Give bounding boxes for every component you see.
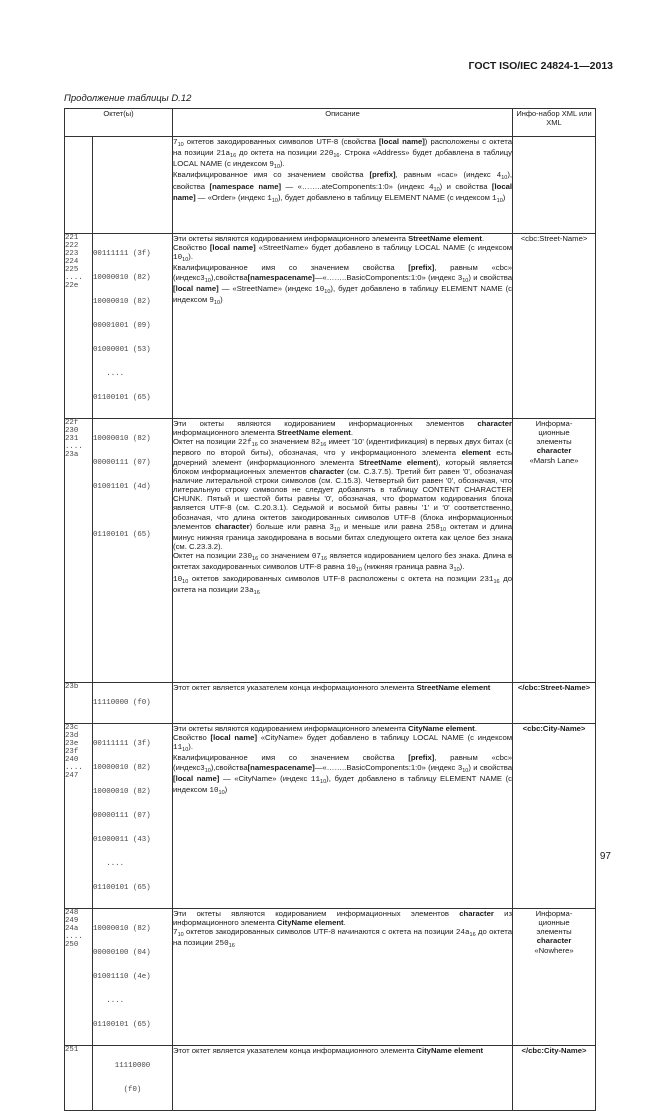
octet-binary: 01001101 (4d) <box>93 483 151 491</box>
octet-index: .... <box>65 443 83 451</box>
info-cell: </cbc:Street-Name> <box>513 683 596 724</box>
octet-index-cell <box>65 909 93 1046</box>
octet-index: 251 <box>65 1046 79 1054</box>
octet-index: 222 <box>65 242 79 250</box>
info-line: character <box>536 446 572 456</box>
octet-index: 23b <box>65 683 79 691</box>
octet-index: 230 <box>65 427 79 435</box>
table-row <box>65 234 596 419</box>
octet-binary: 11110000 (f0) <box>93 699 151 707</box>
octet-binary: 00000100 (04) <box>93 949 151 957</box>
octet-binary-cell <box>93 724 173 909</box>
info-line: «Nowhere» <box>534 945 574 955</box>
info-line: элементы <box>536 437 572 447</box>
octet-binary: 01100101 (65) <box>93 884 151 892</box>
octet-binary: 10000010 (82) <box>93 274 151 282</box>
octet-binary: 10000010 (82) <box>93 788 151 796</box>
octet-index: 250 <box>65 941 79 949</box>
description-cell: $7_{10}$ октетов закодированных символов UTF-8 (свойства [local name]) расположены с октета на позиции $21a_{16}$ до октета на позиции $220_{16}$. Строка «Address» будет добавлена в таблицу LOCAL NAME (с индексом $9_{10}$). Квалифицированное имя со значением свойства [prefix], равным «cac» (индекс $4_{10}$), свойства [namespace name] — «……..ateComponents:1:0» (индекс $4_{10}$) и свойства [local name] — «Order» (индекс $1_{10}$), будет добавлено в таблицу ELEMENT NAME (с индексом $1_{10}$) <box>173 137 513 234</box>
octet-binary: 01100101 (65) <box>93 531 151 539</box>
octet-binary: 00111111 (3f) <box>93 250 151 258</box>
octet-index: 23e <box>65 740 79 748</box>
info-line: Информа- <box>535 909 573 918</box>
octet-index: 240 <box>65 756 79 764</box>
table-row <box>65 724 596 909</box>
octet-index: 221 <box>65 234 79 242</box>
octet-index-cell <box>65 137 93 234</box>
octet-binary-cell <box>93 234 173 419</box>
octet-binary-cell <box>93 137 173 234</box>
octet-binary: 01000001 (53) <box>93 346 151 354</box>
octet-index-cell <box>65 724 93 909</box>
info-cell <box>513 909 596 1046</box>
octet-index: 225 <box>65 266 79 274</box>
octet-binary: 11110000 <box>114 1062 151 1070</box>
octet-index: 22f <box>65 419 79 427</box>
octet-binary: .... <box>93 997 125 1005</box>
octet-index-cell <box>65 1046 93 1111</box>
table-row <box>65 909 596 1046</box>
octet-index: 23a <box>65 451 79 459</box>
info-line: элементы <box>536 927 572 937</box>
table-continuation-caption: Продолжение таблицы D.12 <box>64 93 192 104</box>
octet-binary: .... <box>93 370 125 378</box>
octet-index: 23d <box>65 732 79 740</box>
octet-binary: 00000111 (07) <box>93 812 151 820</box>
table-row <box>65 1046 596 1111</box>
octet-table <box>64 108 596 1111</box>
octet-index: 231 <box>65 435 79 443</box>
octet-binary: 01100101 (65) <box>93 1021 151 1029</box>
octet-binary-cell <box>93 683 173 724</box>
description-cell: Эти октеты являются кодированием информационных элементов character информационного элемента StreetName element. Октет на позиции $22f_{16}$ со значением $82_{16}$ имеет '10' (идентификация) в первых двух битах (с первого по второй биты), обозначая, что у информационного элемента element есть дочерний элемент (информационного элемента StreetName element), который является блоком информационных элементов character (см. С.3.7.5). Третий бит равен '0', обозначая наличие литеральной строки символов (см. С.15.3). Четвертый бит равен '0', обозначая, что литеральную строку символов не следует добавлять в таблицу CONTENT CHARACTER CHUNK. Пятый и шестой биты равны '0', обозначая, что форматом кодирования блока является UTF-8 (см. С.20.3.1). Седьмой и восьмой биты равны '1' и '0' соответственно, обозначая, что длина октетов закодированных символов UTF-8 (блока информационных элементов character) больше или равна $3_{10}$ и меньше или равна $258_{10}$ октетам и длина минус нижняя граница закодирована в восьми битах следующего октета как целое без знака (см. С.23.3.2). Октет на позиции $230_{16}$ со значением $07_{16}$ является кодированием целого без знака. Длина в октетах закодированных символов UTF-8 равна $10_{10}$ (нижняя граница равна $3_{10}$). $10_{10}$ октетов закодированных символов UTF-8 расположены с октета на позиции $231_{16}$ до октета на позиции $23a_{16}$ <box>173 419 513 683</box>
description-cell: Эти октеты являются кодированием информационного элемента CityName element. Свойство [local name] «CityName» будет добавлено в таблицу LOCAL NAME (с индексом $11_{10}$). Квалифицированное имя со значением свойства [prefix], равным «cbc» $(индекс3_{10}),свойства[namespacename]—«\dots\dots..BasicComponents:1:0$» (индекс $3_{10}$) и свойства [local name] — «CityName» (индекс $11_{10}$), будет добавлено в таблицу ELEMENT NAME (с индексом $10_{10}$) <box>173 724 513 909</box>
octet-binary-cell <box>93 1046 173 1111</box>
octet-index: 23c <box>65 724 79 732</box>
header-description: Описание <box>173 109 513 137</box>
octet-binary: 01100101 (65) <box>93 394 151 402</box>
octet-index-cell <box>65 419 93 683</box>
octet-index: 22e <box>65 282 79 290</box>
octet-binary: 01000011 (43) <box>93 836 151 844</box>
header-info: Инфо-набор XML или XML <box>513 109 596 137</box>
description-cell: Этот октет является указателем конца информационного элемента StreetName element <box>173 683 513 724</box>
octet-index: .... <box>65 764 83 772</box>
info-cell: <cbc:City-Name> <box>513 724 596 909</box>
octet-index: 249 <box>65 917 79 925</box>
description-cell: Эти октеты являются кодированием информационных элементов character из информационного элемента CityName element. $7_{10}$ октетов закодированных символов UTF-8 начинаются с октета на позиции $24a_{16}$ до октета на позиции $250_{16}$ <box>173 909 513 1046</box>
octet-binary: 00001001 (09) <box>93 322 151 330</box>
table-row <box>65 419 596 683</box>
page-number: 97 <box>599 851 611 862</box>
info-line: ционные <box>538 918 570 928</box>
description-cell: Этот октет является указателем конца информационного элемента CityName element <box>173 1046 513 1111</box>
octet-index: 23f <box>65 748 79 756</box>
info-cell: <cbc:Street-Name> <box>513 234 596 419</box>
standard-header: ГОСТ ISO/IEC 24824-1—2013 <box>468 60 613 72</box>
info-line: ционные <box>538 428 570 438</box>
octet-binary: 10000010 (82) <box>93 925 151 933</box>
table-row <box>65 683 596 724</box>
info-cell <box>513 419 596 683</box>
info-line: character <box>536 936 572 946</box>
octet-binary: 10000010 (82) <box>93 298 151 306</box>
octet-index: 224 <box>65 258 79 266</box>
octet-binary-cell <box>93 419 173 683</box>
octet-binary: 00000111 (07) <box>93 459 151 467</box>
octet-index-cell <box>65 683 93 724</box>
octet-binary: 10000010 (82) <box>93 764 151 772</box>
octet-binary-cell <box>93 909 173 1046</box>
octet-index: 248 <box>65 909 79 917</box>
octet-binary: .... <box>93 860 125 868</box>
info-line: Информа- <box>535 419 573 428</box>
octet-index: 223 <box>65 250 79 258</box>
octet-binary: 00111111 (3f) <box>93 740 151 748</box>
octet-index-cell <box>65 234 93 419</box>
octet-binary: 10000010 (82) <box>93 435 151 443</box>
octet-binary <box>93 507 172 515</box>
octet-index: .... <box>65 933 83 941</box>
header-octets: Октет(ы) <box>65 109 173 137</box>
octet-index: .... <box>65 274 83 282</box>
info-cell: </cbc:City-Name> <box>513 1046 596 1111</box>
octet-binary: 01001110 (4e) <box>93 973 151 981</box>
octet-binary: (f0) <box>123 1086 142 1094</box>
description-cell: Эти октеты являются кодированием информационного элемента StreetName element. Свойство [local name] «StreetName» будет добавлено в таблицу LOCAL NAME (с индексом $10_{10}$). Квалифицированное имя со значением свойства [prefix], равным «cbc» $(индекс3_{10}),свойства[namespacename]—«\dots\dots..BasicComponents:1:0$» (индекс $3_{10}$) и свойства [local name] — «StreetName» (индекс $10_{10}$), будет добавлено в таблицу ELEMENT NAME (с индексом $9_{10}$) <box>173 234 513 419</box>
info-line: «Marsh Lane» <box>529 455 579 465</box>
table-row <box>65 137 596 234</box>
octet-index: 24a <box>65 925 79 933</box>
octet-index: 247 <box>65 772 79 780</box>
info-cell <box>513 137 596 234</box>
